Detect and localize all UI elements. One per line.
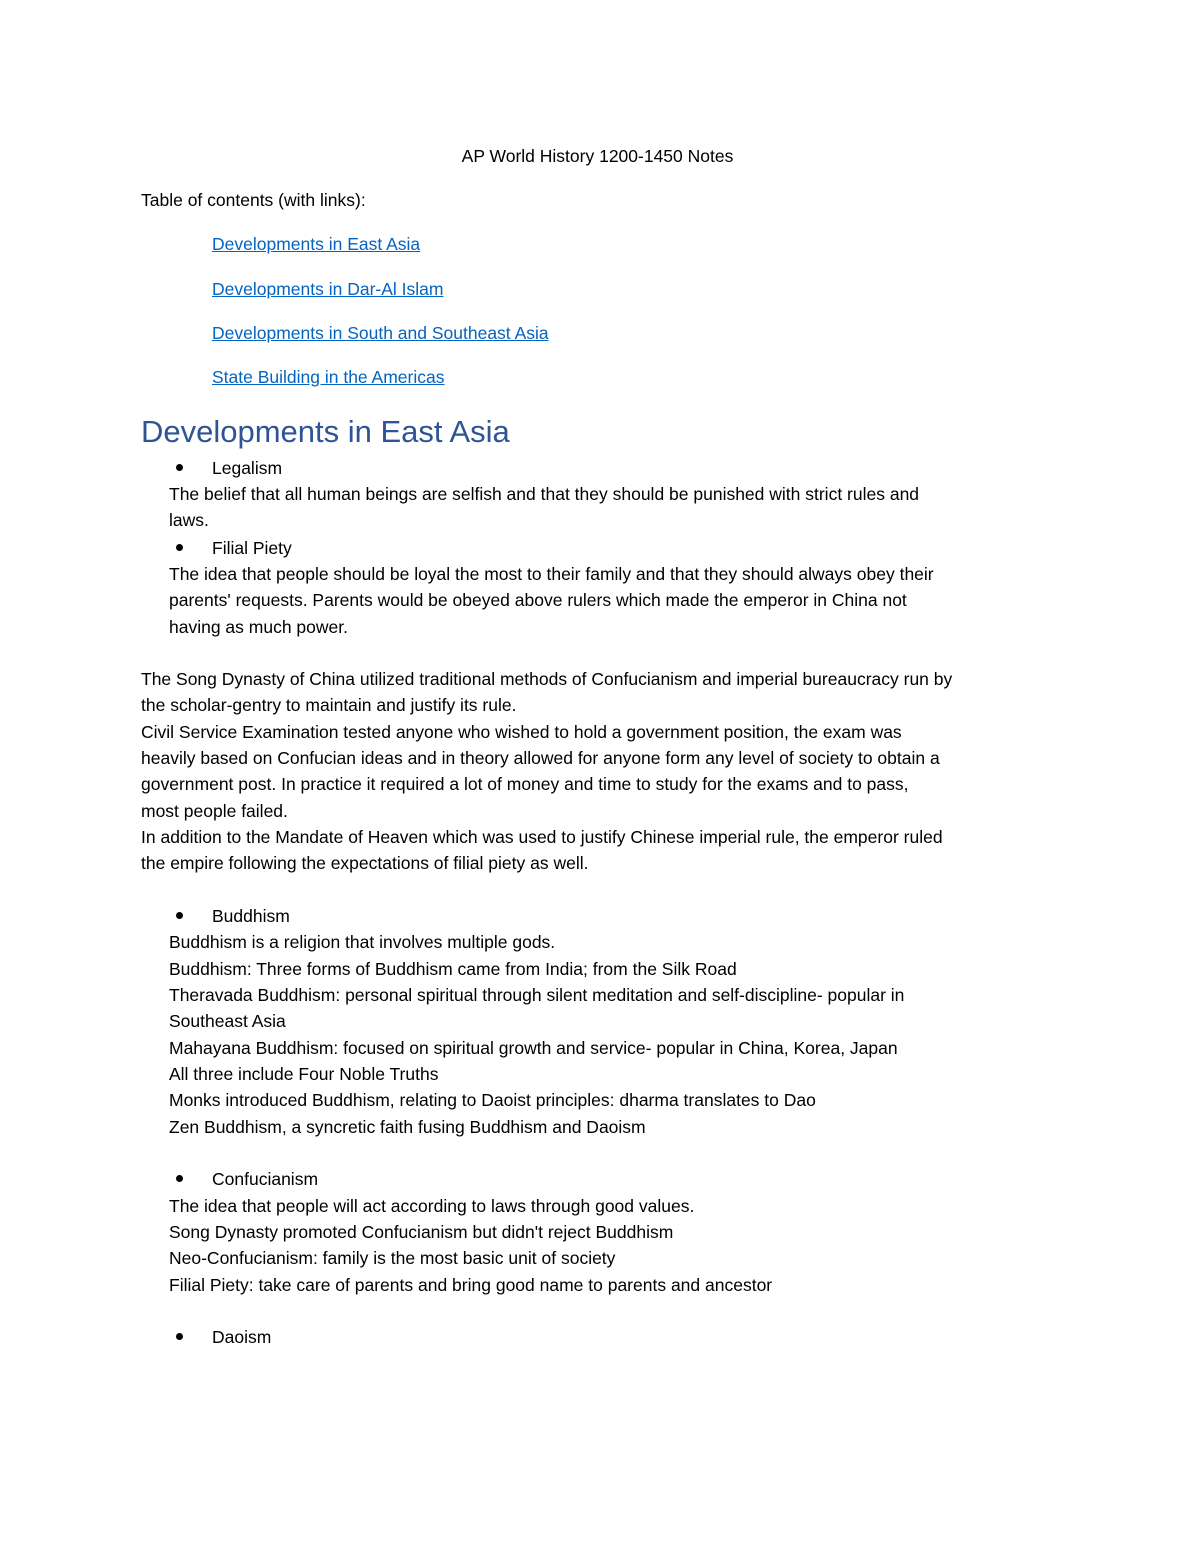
buddhism-line: Southeast Asia [169, 1011, 286, 1031]
song-line: the empire following the expectations of filial piety as well. [141, 853, 589, 873]
bullet-confucianism: Confucianism [212, 1166, 318, 1192]
filial-line: The idea that people should be loyal the most to their family and that they should always obey their [169, 564, 934, 584]
song-line: The Song Dynasty of China utilized traditional methods of Confucianism and imperial bureaucracy run by [141, 669, 953, 689]
song-line: In addition to the Mandate of Heaven which was used to justify Chinese imperial rule, the emperor ruled [141, 827, 943, 847]
buddhism-line: Mahayana Buddhism: focused on spiritual growth and service- popular in China, Korea, Japan [169, 1038, 898, 1058]
confucianism-line: Filial Piety: take care of parents and bring good name to parents and ancestor [169, 1275, 773, 1295]
filial-line: having as much power. [169, 617, 348, 637]
song-line: the scholar-gentry to maintain and justify its rule. [141, 695, 517, 715]
legalism-line: The belief that all human beings are selfish and that they should be punished with strict rules and [169, 484, 920, 504]
buddhism-line: Zen Buddhism, a syncretic faith fusing Buddhism and Daoism [169, 1117, 646, 1137]
buddhism-line: Theravada Buddhism: personal spiritual through silent meditation and self-discipline- popular in [169, 985, 905, 1005]
buddhism-line: Monks introduced Buddhism, relating to Daoist principles: dharma translates to Dao [169, 1090, 816, 1110]
buddhism-line: Buddhism is a religion that involves multiple gods. [169, 932, 556, 952]
section-heading: Developments in East Asia [141, 414, 510, 449]
song-line: most people failed. [141, 801, 288, 821]
bullet-legalism: Legalism [212, 455, 282, 481]
song-line: government post. In practice it required a lot of money and time to study for the exams and to pass, [141, 774, 909, 794]
toc-link-east-asia[interactable]: Developments in East Asia [212, 234, 421, 254]
page-title: AP World History 1200-1450 Notes [461, 146, 734, 166]
toc-link-americas[interactable]: State Building in the Americas [212, 367, 445, 387]
toc-link-south-southeast-asia[interactable]: Developments in South and Southeast Asia [212, 323, 549, 343]
bullet-filial-piety: Filial Piety [212, 535, 292, 561]
buddhism-line: Buddhism: Three forms of Buddhism came from India; from the Silk Road [169, 959, 737, 979]
bullet-buddhism: Buddhism [212, 903, 290, 929]
confucianism-line: The idea that people will act according to laws through good values. [169, 1196, 695, 1216]
confucianism-line: Song Dynasty promoted Confucianism but didn't reject Buddhism [169, 1222, 674, 1242]
confucianism-line: Neo-Confucianism: family is the most basic unit of society [169, 1248, 616, 1268]
bullet-daoism: Daoism [212, 1324, 271, 1350]
legalism-line: laws. [169, 510, 209, 530]
filial-line: parents' requests. Parents would be obeyed above rulers which made the emperor in China not [169, 590, 907, 610]
toc-link-dar-al-islam[interactable]: Developments in Dar-Al Islam [212, 279, 444, 299]
buddhism-line: All three include Four Noble Truths [169, 1064, 439, 1084]
song-line: Civil Service Examination tested anyone who wished to hold a government position, the exam was [141, 722, 902, 742]
toc-label: Table of contents (with links): [141, 190, 366, 210]
song-line: heavily based on Confucian ideas and in theory allowed for anyone form any level of society to obtain a [141, 748, 940, 768]
